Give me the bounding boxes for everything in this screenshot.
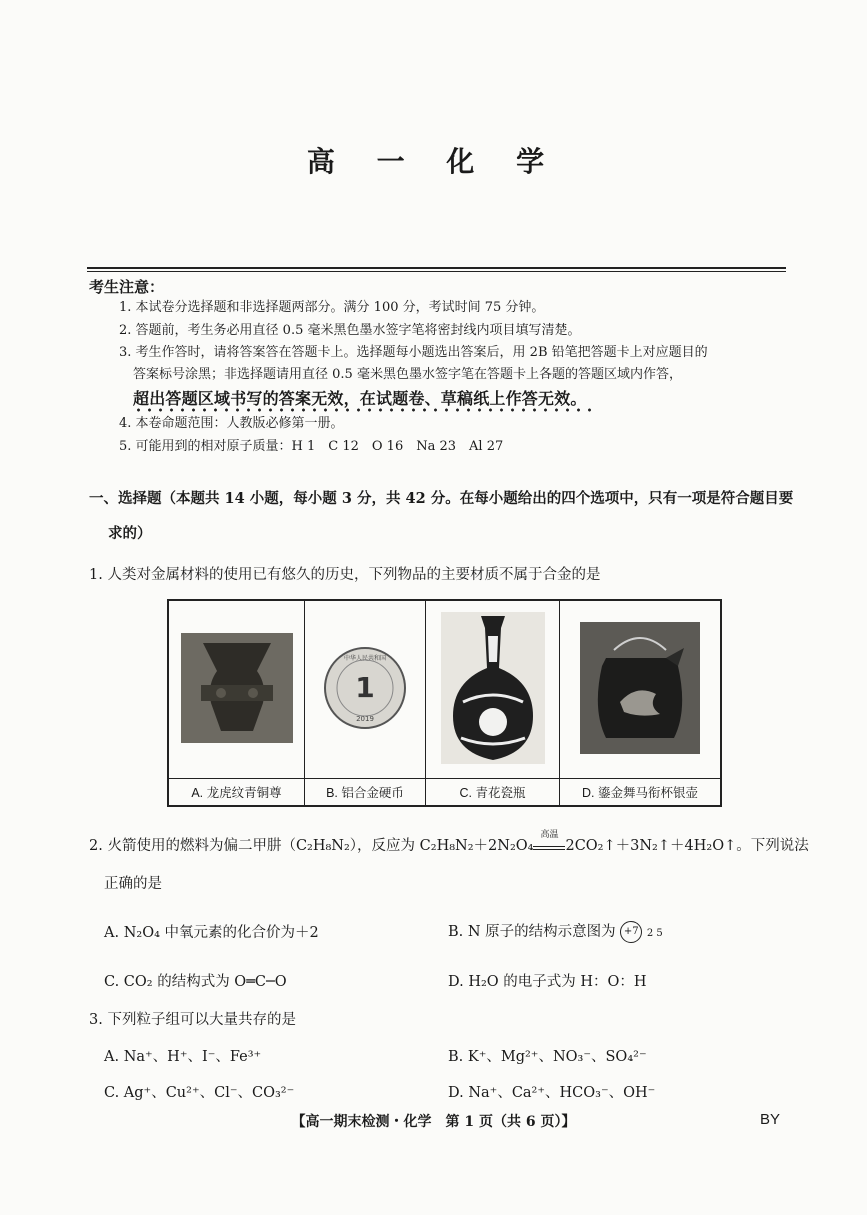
option-b-caption: B. 铝合金硬币 (305, 779, 426, 807)
question-2-option-b (448, 920, 663, 943)
bronze-vessel-icon (181, 633, 293, 743)
header-rule (87, 267, 786, 269)
notice-emphasis: 超出答题区域书写的答案无效，在试题卷、草稿纸上作答无效。 (133, 389, 587, 408)
option-d-caption: D. 鎏金舞马衔杯银壶 (560, 779, 722, 807)
question-3-option-b: B. K⁺、Mg²⁺、NO₃⁻、SO₄²⁻ (448, 1049, 647, 1065)
coin-icon (322, 645, 408, 731)
page-title: 高 一 化 学 (306, 145, 561, 178)
question-2-option-a: A. N₂O₄ 中氧元素的化合价为＋2 (104, 925, 319, 941)
question-1-stem: 1. 人类对金属材料的使用已有悠久的历史，下列物品的主要材质不属于合金的是 (89, 567, 601, 583)
option-a-caption: A. 龙虎纹青铜尊 (168, 779, 305, 807)
paper-code: BY (760, 1111, 781, 1128)
notice-item-2: 2. 答题前，考生务必用直径 0.5 毫米黑色墨水签字笔将密封线内项目填写清楚。 (119, 323, 581, 338)
question-2-stem-part2: 2CO₂↑＋3N₂↑＋4H₂O↑。下列说法 (565, 838, 809, 854)
notice-item-3-cont: 答案标号涂黑；非选择题请用直径 0.5 毫米黑色墨水签字笔在答题卡上各题的答题区域内作答， (133, 367, 682, 382)
question-2-stem (89, 830, 809, 855)
question-2-option-c: C. CO₂ 的结构式为 O═C─O (104, 974, 287, 990)
coin-ring-text: 中华人民共和国 (343, 654, 387, 662)
question-2-option-d: D. H₂O 的电子式为 H：O：H (448, 974, 647, 990)
notice-item-4: 4. 本卷命题范围：人教版必修第一册。 (119, 416, 344, 431)
page-footer: 【高一期末检测・化学 第 1 页（共 6 页）】 (291, 1114, 576, 1130)
electron-shells: 2 5 (646, 928, 663, 939)
coin-image (305, 600, 426, 779)
coin-year: 2019 (356, 714, 374, 723)
emphasis-dots (133, 408, 598, 412)
reaction-condition: 高温 (540, 830, 559, 840)
silver-pot-image (560, 600, 722, 779)
silver-pot-icon (580, 622, 700, 754)
question-3-option-c: C. Ag⁺、Cu²⁺、Cl⁻、CO₃²⁻ (104, 1085, 295, 1101)
question-3-option-d: D. Na⁺、Ca²⁺、HCO₃⁻、OH⁻ (448, 1085, 656, 1101)
question-2-option-b-text: B. N 原子的结构示意图为 (448, 924, 616, 940)
notice-item-1: 1. 本试卷分选择题和非选择题两部分。满分 100 分，考试时间 75 分钟。 (119, 300, 545, 315)
reaction-arrow (533, 830, 565, 850)
question-2-stem-cont: 正确的是 (104, 876, 162, 892)
question-2-stem-part1: 2. 火箭使用的燃料为偏二甲肼（C₂H₈N₂），反应为 C₂H₈N₂＋2N₂O₄ (89, 838, 534, 854)
notice-heading: 考生注意： (89, 278, 165, 296)
question-3-option-a: A. Na⁺、H⁺、I⁻、Fe³⁺ (104, 1049, 262, 1065)
header-rule-thin (87, 271, 786, 272)
coin-denomination: 1 (355, 670, 375, 704)
nucleus-icon: +7 (620, 921, 642, 943)
bronze-vessel-image (168, 600, 305, 779)
notice-item-5: 5. 可能用到的相对原子质量：H 1 C 12 O 16 Na 23 Al 27 (119, 439, 504, 454)
notice-item-3: 3. 考生作答时，请将答案答在答题卡上。选择题每小题选出答案后，用 2B 铅笔把答题卡上对应题目的 (119, 345, 708, 360)
option-c-caption: C. 青花瓷瓶 (426, 779, 560, 807)
question-1-image-table (167, 599, 722, 807)
vase-icon (441, 612, 545, 764)
porcelain-vase-image (426, 600, 560, 779)
question-3-stem: 3. 下列粒子组可以大量共存的是 (89, 1012, 296, 1028)
section-heading-cont: 求的） (108, 525, 152, 542)
section-heading: 一、选择题（本题共 14 小题，每小题 3 分，共 42 分。在每小题给出的四个选项中，只有一项是符合题目要 (89, 490, 794, 507)
